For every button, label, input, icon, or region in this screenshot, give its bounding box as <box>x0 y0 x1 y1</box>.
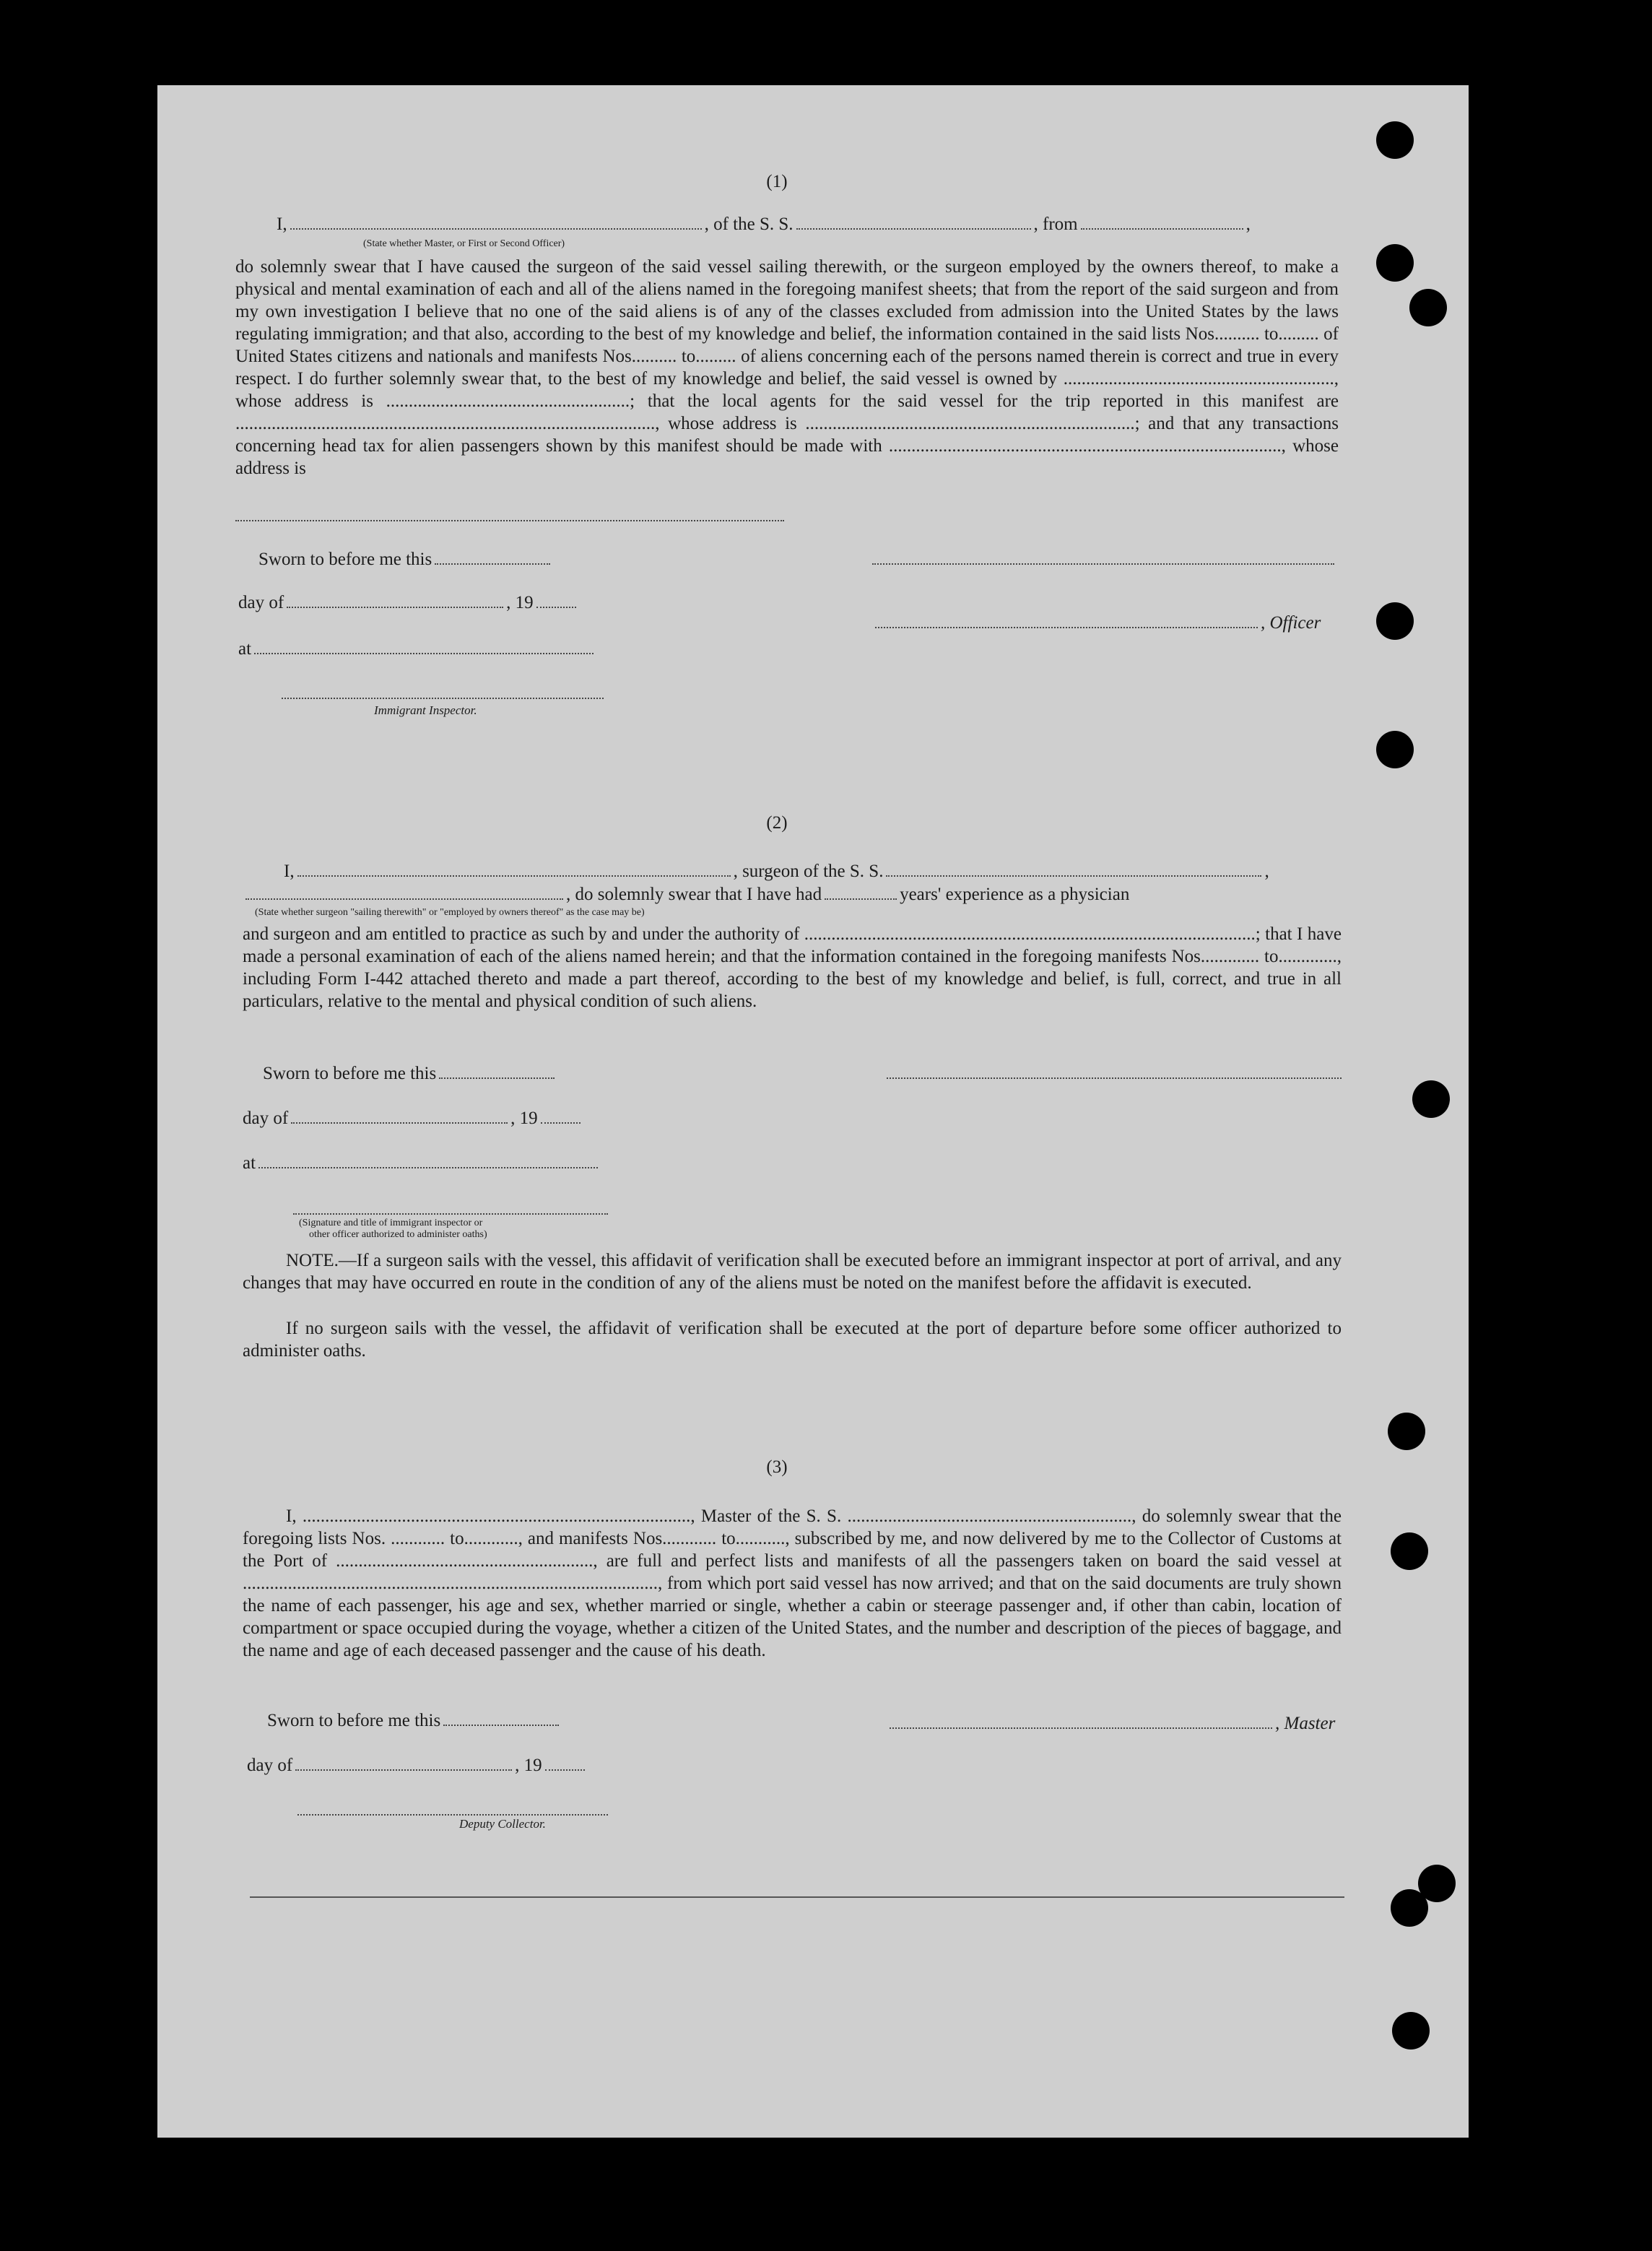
section-1-at: at <box>238 637 596 661</box>
punch-hole <box>1376 244 1414 282</box>
place-field[interactable] <box>254 637 594 654</box>
punch-hole <box>1392 2012 1430 2050</box>
surgeon-day-field[interactable] <box>291 1106 508 1124</box>
section-1-first-line: I, , of the S. S. , from , <box>277 212 1251 236</box>
section-2-at: at <box>243 1151 601 1175</box>
surgeon-vessel-field[interactable] <box>886 859 1261 877</box>
section-1-caption: (State whether Master, or First or Second Officer) <box>363 238 565 249</box>
surgeon-status-field[interactable] <box>245 882 563 900</box>
departure-port-field[interactable] <box>1081 212 1243 230</box>
section-2-sworn: Sworn to before me this <box>263 1062 557 1085</box>
master-signature: , Master <box>887 1712 1335 1735</box>
surgeon-sworn-date-field[interactable] <box>439 1062 555 1079</box>
years-field[interactable] <box>825 882 897 900</box>
punch-hole <box>1409 289 1447 326</box>
section-3-day-of: day of , 19 <box>247 1753 588 1777</box>
punch-hole <box>1412 1080 1450 1118</box>
section-2-caption: (State whether surgeon "sailing therewith" or "employed by owners thereof" as the case may be) <box>255 907 645 918</box>
section-1-day-of: day of , 19 <box>238 591 579 615</box>
deputy-caption: Deputy Collector. <box>459 1817 546 1831</box>
section-3-number: (3) <box>766 1457 788 1477</box>
master-day-field[interactable] <box>295 1753 512 1771</box>
inspector-signature-line[interactable] <box>282 696 604 699</box>
punch-hole <box>1376 731 1414 768</box>
section-3-paragraph: I, ......................................................................................, Master of the S. S. ..............................................................., do solemnly swear that the foregoing lists Nos. ............ to............, and manifests Nos............ to..........., subscribed by me, and now delivered by me to the Collector of Customs at the Port of ........................................................., are full and perfect lists and manifests of all the passengers taken on board the said vessel at ............................................................................................, from which port said vessel has now arrived; and that on the said documents are truly shown the name of each passenger, his age and sex, whether married or single, whether a cabin or steerage passenger and, if other than cabin, location of compartment or space occupied during the voyage, whether a citizen of the United States, and the number and description of the pieces of baggage, and the name and age of each deceased passenger and the cause of his death. <box>243 1506 1342 1660</box>
section-3-sworn: Sworn to before me this <box>267 1709 562 1732</box>
vessel-name-field[interactable] <box>796 212 1031 230</box>
surgeon-place-field[interactable] <box>258 1151 598 1168</box>
bottom-rule <box>250 1896 1344 1898</box>
master-sworn-date-field[interactable] <box>443 1709 559 1726</box>
inspector-caption: Immigrant Inspector. <box>374 703 477 717</box>
punch-hole <box>1388 1413 1425 1450</box>
section-1-sworn: Sworn to before me this <box>258 547 553 571</box>
note-2-paragraph: If no surgeon sails with the vessel, the affidavit of verification shall be executed at the port of departure before some officer authorized to administer oaths. <box>243 1319 1342 1361</box>
sworn-date-field[interactable] <box>435 547 550 565</box>
master-year-field[interactable] <box>545 1753 585 1771</box>
section-2-number: (2) <box>766 813 788 833</box>
note-text: —If a surgeon sails with the vessel, this affidavit of verification shall be executed before an immigrant inspector at port of arrival, and any changes that may have occurred en route in the condition of any of the aliens must be noted on the manifest before the affidavit is executed. <box>243 1251 1342 1293</box>
surgeon-witness-signature-line[interactable] <box>293 1212 608 1215</box>
officer-signature: , Officer <box>872 611 1321 635</box>
officer-signature-field[interactable] <box>875 611 1258 628</box>
day-field[interactable] <box>287 591 503 608</box>
surgeon-year-field[interactable] <box>541 1106 581 1124</box>
punch-hole <box>1391 1889 1428 1927</box>
master-signature-field[interactable] <box>890 1712 1272 1729</box>
section-1-address-line[interactable] <box>235 519 784 521</box>
deputy-signature-line[interactable] <box>297 1813 608 1816</box>
surgeon-signature-line[interactable] <box>887 1076 1342 1079</box>
year-field[interactable] <box>536 591 576 608</box>
form-page <box>157 85 1469 2138</box>
punch-hole <box>1376 121 1414 159</box>
master-name-field[interactable] <box>290 212 702 230</box>
punch-hole <box>1376 602 1414 640</box>
section-2-second-line: , do solemnly swear that I have had years' experience as a physician <box>243 882 1129 906</box>
punch-hole <box>1391 1532 1428 1570</box>
surgeon-name-field[interactable] <box>297 859 731 877</box>
section-2-first-line: I, , surgeon of the S. S. , <box>284 859 1269 883</box>
section-1-paragraph: do solemnly swear that I have caused the surgeon of the said vessel sailing therewith, or the surgeon employed by the owners thereof, to make a physical and mental examination of each and all of the aliens named in the foregoing manifest sheets; that from the report of the said surgeon and from my own investigation I believe that no one of the said aliens is of any of the classes excluded from admission into the United States by the laws regulating immigration; and that also, according to the best of my knowledge and belief, the information contained in the said lists Nos.......... to......... of United States citizens and nationals and manifests Nos.......... to......... of aliens concerning each of the persons named therein is correct and true in every respect. I do further solemnly swear that, to the best of my knowledge and belief, the said vessel is owned by ............................................................, whose address is ......................................................; that the local agents for the said vessel for the trip reported in this manifest are ............................................................................................., whose address is .........................................................................; and that any transactions concerning head tax for alien passengers shown by this manifest should be made with ......................................................................................., whose address is <box>235 257 1339 478</box>
section-1-number: (1) <box>766 172 788 191</box>
section-2-day-of: day of , 19 <box>243 1106 583 1130</box>
section-2-paragraph: and surgeon and am entitled to practice as such by and under the authority of ....................................................................................................; that I have made a personal examination of each of the aliens named herein; and that the information contained in the foregoing manifests Nos............. to............., including Form I-442 attached thereto and made a part thereof, according to the best of my knowledge and belief, is full, correct, and true in all particulars, relative to the mental and physical condition of such aliens. <box>243 924 1342 1011</box>
note-label: NOTE. <box>286 1251 339 1270</box>
signature-caption-1: (Signature and title of immigrant inspector or <box>299 1218 483 1228</box>
signature-caption-2: other officer authorized to administer oaths) <box>309 1229 487 1240</box>
note-paragraph <box>243 1249 1342 1294</box>
master-signature-line[interactable] <box>872 562 1334 565</box>
